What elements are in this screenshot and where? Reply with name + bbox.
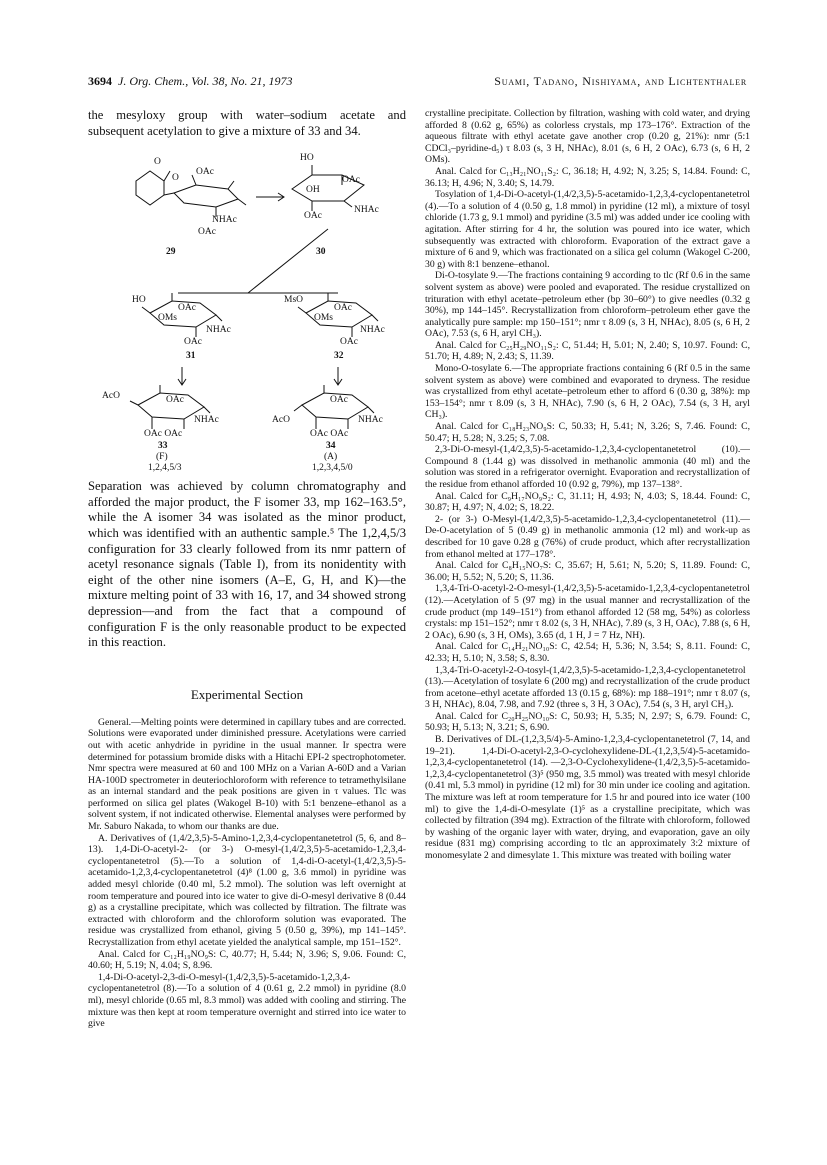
label-30: 30 xyxy=(316,247,326,258)
label-33: 33 xyxy=(158,441,168,452)
s32-NHAc: NHAc xyxy=(360,325,385,336)
s34-AcO: AcO xyxy=(272,415,290,426)
s33-OAcOAc: OAc OAc xyxy=(144,429,183,440)
s30-NHAc: NHAc xyxy=(354,205,379,216)
s30-OAc: OAc xyxy=(342,175,360,186)
s32-OMs: OMs xyxy=(314,313,334,324)
r-para-16: B. Derivatives of DL-(1,2,3,5/4)-5-Amino-1,2,3,4-cyclopentanetetrol (7, 14, and 19–21). 1,4-Di-O-acetyl-2,3-O-cyclohexylidene-DL-(1,2,3,5/4)-5-acetamido-1,2,3,4-cyclopentanetetrol (14). —2,3-O-Cyclohexylidene-(1,4/2,3,5)-5-acetamido-1,2,3,4-cyclopentanetetrol (3)⁵ (950 mg, 3.5 mmol) was treated with mesyl chloride (0.41 ml, 5.3 mmol) in pyridine (12 ml) for 30 min under ice cooling and agitation. The mixture was left at room temperature for 1.5 hr and poured into ice water (100 ml) to give the 1,4-di-O-mesylate (1)⁵ as a crystalline precipitate, which was collected by filtration (394 mg). Extraction of the filtrate with chloroform, followed by washing of the organic layer with water, drying, and evaporation, gave an oily residue (831 mg) comprising according to tlc an approximately 3:2 mixture of monomesylate 2 and dimesylate 1. This mixture was treated with boiling water xyxy=(425,734,750,861)
header-authors: Suami, Tadano, Nishiyama, and Lichtenthaler xyxy=(494,74,747,88)
label-34-A: (A) xyxy=(324,452,338,463)
config-33: 1,2,4,5/3 xyxy=(148,463,182,474)
r-para-12: 1,3,4-Tri-O-acetyl-2-O-mesyl-(1,4/2,3,5)-5-acetamido-1,2,3,4-cyclopentanetetrol (12).—Acetylation of 5 (97 mg) in the usual manner and recrystallization of the crude product (mp 149–151°) from ethanol afforded 12 (58 mg, 54%) as colorless crystals: mp 151–152°; nmr τ 8.02 (s, 3 H, NHAc), 7.89 (s, 3 H, OAc), 7.88 (s, 6 H, 2 OAc), 6.90 (s, 3 H, OMs), 3.65 (d, 1 H, J = 7 Hz, NH). xyxy=(425,583,750,641)
r-para-9: Anal. Calcd for C₉H₁₇NO₉S₂: C, 31.11; H, 4.93; N, 4.03; S, 18.44. Found: C, 30.87; H, 4.97; N, 4.02; S, 18.22. xyxy=(425,490,750,514)
label-31: 31 xyxy=(186,351,196,362)
s34-OAcOAc: OAc OAc xyxy=(310,429,349,440)
r-para-10: 2- (or 3-) O-Mesyl-(1,4/2,3,5)-5-acetamido-1,2,3,4-cyclopentanetetrol (11).—De-O-acetylation of 5 (0.49 g) in methanolic ammonia (12 ml) and work-up as described for 10 gave 0.28 g (76%) of crude product, which after recrystallization from ethanol melted at 177–178°. xyxy=(425,513,750,560)
compound-8-paragraph: 1,4-Di-O-acetyl-2,3-di-O-mesyl-(1,4/2,3,5)-5-acetamido-1,2,3,4-cyclopentanetetrol (8).—To a solution of 4 (0.61 g, 2.2 mmol) in pyridine (8.0 ml), mesyl chloride (0.65 ml, 8.3 mmol) was added with cooling and stirring. The mixture was then kept at room temperature overnight and stirred into ice water to give xyxy=(88,971,406,1030)
s29-OAc: OAc xyxy=(196,167,214,178)
scheme-drawing xyxy=(88,145,406,475)
s31-HO: HO xyxy=(132,295,146,306)
s29-OAc2: OAc xyxy=(198,227,216,238)
label-34: 34 xyxy=(326,441,336,452)
r-para-5: Anal. Calcd for C₂₅H₂₉NO₁₁S₂: C, 51.44; H, 5.01; N, 2.40; S, 10.97. Found: C, 51.70; H, 4.89; N, 2.43; S, 11.39. xyxy=(425,339,750,363)
right-column xyxy=(425,108,750,862)
s29-O: O xyxy=(154,157,161,168)
r-para-3: Tosylation of 1,4-Di-O-acetyl-(1,4/2,3,5)-5-acetamido-1,2,3,4-cyclopentanetetrol (4).—To a solution of 4 (0.50 g, 1.8 mmol) in pyridine (12 ml), a mixture of tosyl chloride (1.73 g, 9.1 mmol) and pyridine (3.5 ml) was added under ice cooling with agitation. After stirring for 4 hr, the solution was poured into ice water, which subsequently was extracted with chloroform. Evaporation of the extract gave a mixture of 6 and 9, which was fractionated on a silica gel column (Wakogel C-200, 30 g) with 8:1 benzene–ethanol. xyxy=(425,189,750,270)
s29-O2: O xyxy=(172,173,179,184)
r-para-11: Anal. Calcd for C₈H₁₅NO₇S: C, 35.67; H, 5.61; N, 5.20; S, 11.89. Found: C, 36.00; H, 5.52; N, 5.20; S, 11.36. xyxy=(425,560,750,583)
anal-5: Anal. Calcd for C₁₂H₁₉NO₉S: C, 40.77; H, 5.44; N, 3.96; S, 9.06. Found: C, 40.60; H, 5.19; N, 4.04; S, 8.96. xyxy=(88,948,406,972)
s31-OAc: OAc xyxy=(178,303,196,314)
s30-OAc2: OAc xyxy=(304,211,322,222)
s31-OMs: OMs xyxy=(158,313,178,324)
intro-text: the mesyloxy group with water–sodium acetate and subsequent acetylation to give a mixture of 33 and 34. xyxy=(88,108,406,138)
r-para-6: Mono-O-tosylate 6.—The appropriate fractions containing 6 (Rf 0.5 in the same solvent system as above) were combined and evaporated to dryness. The residue was crystallized from ethyl acetate–petroleum ether to afford 6 (0.30 g, 38%): mp 153–154°; nmr τ 8.09 (s, 3 H, NHAc), 7.90 (s, 6 H, 2 OAc), 7.54 (s, 3 H, aryl CH₃). xyxy=(425,363,750,421)
journal-citation: J. Org. Chem., Vol. 38, No. 21, 1973 xyxy=(118,74,293,88)
r-para-13: Anal. Calcd for C₁₄H₂₁NO₁₀S: C, 42.54; H, 5.36; N, 3.54; S, 8.11. Found: C, 42.33; H, 5.10; N, 3.58; S, 8.30. xyxy=(425,641,750,664)
s33-NHAc: NHAc xyxy=(194,415,219,426)
header-left xyxy=(88,74,293,89)
label-33-F: (F) xyxy=(156,452,168,463)
s33-OAc: OAc xyxy=(166,395,184,406)
page-header xyxy=(88,74,747,92)
arrow-31-33 xyxy=(178,367,186,385)
r-para-1: crystalline precipitate. Collection by filtration, washing with cold water, and drying afforded 8 (0.62 g, 65%) as colorless crystals, mp 173–176°. Extraction of the aqueous filtrate with ethyl acetate gave another crop (0.20 g, 21%): nmr (5:1 CDCl₃–pyridine-d₅) τ 8.03 (s, 3 H, NHAc), 8.01 (s, 6 H, 2 OAc), 6.73 (s, 6 H, 2 OMs). xyxy=(425,108,750,166)
branch-lines xyxy=(178,229,338,293)
label-32: 32 xyxy=(334,351,344,362)
s30-OH: OH xyxy=(306,185,320,196)
arrow-32-34 xyxy=(334,367,342,385)
r-para-7: Anal. Calcd for C₁₈H₂₃NO₉S: C, 50.33; H, 5.41; N, 3.26; S, 7.46. Found: C, 50.47; H, 5.28; N, 3.25; S, 7.08. xyxy=(425,421,750,444)
structure-29 xyxy=(136,171,246,217)
s32-OAc: OAc xyxy=(334,303,352,314)
s31-OAc2: OAc xyxy=(184,337,202,348)
config-34: 1,2,3,4,5/0 xyxy=(312,463,353,474)
r-para-15: Anal. Calcd for C₂₀H₂₅NO₁₀S: C, 50.93; H, 5.35; N, 2.97; S, 6.79. Found: C, 50.93; H, 5.13; N, 3.21; S, 6.90. xyxy=(425,710,750,734)
reaction-scheme xyxy=(88,145,406,475)
part-a-paragraph: A. Derivatives of (1,4/2,3,5)-5-Amino-1,2,3,4-cyclopentanetetrol (5, 6, and 8–13). 1,4-Di-O-acetyl-2- (or 3-) O-mesyl-(1,4/2,3,5)-5-acetamido-1,2,3,4-cyclopentanetetrol (5).—To a solution of 1,4-di-O-acetyl-(1,4/2,3,5)-5-acetamido-1,2,3,4-cyclopentanetetrol (4)⁸ (1.00 g, 3.6 mmol) in pyridine was added mesyl chloride (0.40 ml, 5.2 mmol). The solution was left overnight at room temperature and poured into ice water to give di-O-mesyl derivative 8 (0.44 g) as a crystalline precipitate, which was collected by filtration. The filtrate was extracted with chloroform and the chloroform solution was evaporated. The residue was crystallized from ethanol, giving 5 (0.50 g, 39%), mp 141–145°. Recrystallization from ethyl acetate yielded the analytical sample, mp 151–152°. xyxy=(88,832,406,948)
page-number: 3694 xyxy=(88,74,112,88)
s33-AcO: AcO xyxy=(102,391,120,402)
s32-MsO: MsO xyxy=(284,295,304,306)
r-para-8: 2,3-Di-O-mesyl-(1,4/2,3,5)-5-acetamido-1,2,3,4-cyclopentanetetrol (10).—Compound 8 (1.44 g) was dissolved in methanolic ammonia (40 ml) and the solution was stored in a refrigerator overnight. Evaporation and recrystallization of the residue from ethanol afforded 10 (0.92 g, 79%), mp 137–138°. xyxy=(425,444,750,490)
s30-HO: HO xyxy=(300,153,314,164)
r-para-4: Di-O-tosylate 9.—The fractions containing 9 according to tlc (Rf 0.6 in the same solvent system as above) were pooled and evaporated. The residue crystallized on trituration with ethyl acetate–petroleum ether (bp 30–60°) to give needles (0.32 g 30%), mp 144–145°. Recrystallization from chloroform–petroleum ether gave the analytically pure sample: mp 150–151°; nmr τ 8.09 (s, 3 H, NHAc), 8.05 (s, 6 H, 2 OAc), 7.53 (s, 6 H, aryl CH₃). xyxy=(425,270,750,340)
s31-NHAc: NHAc xyxy=(206,325,231,336)
r-para-2: Anal. Calcd for C₁₃H₂₁NO₁₁S₂: C, 36.18; H, 4.92; N, 3.25; S, 14.84. Found: C, 36.13; H, 4.96; N, 3.40; S, 14.79. xyxy=(425,165,750,189)
section-title: Experimental Section xyxy=(190,686,304,702)
label-29: 29 xyxy=(166,247,176,258)
arrow-29-30 xyxy=(256,193,284,201)
s34-OAc: OAc xyxy=(330,395,348,406)
discussion-paragraph: Separation was achieved by column chromatography and afforded the major product, the F isomer 33, mp 162–163.5°, while the A isomer 34 was isolated as the minor product, which was identified with an authentic sample.⁵ The 1,2,4,5/3 configuration for 33 clearly followed from its nmr pattern of acetyl resonance signals (Table I), from its nonidentity with eight of the other nine isomers (A–E, G, H, and K)—the mixture melting point of 33 with 16, 17, and 34 showed strong depression—and from the fact that a compound of configuration F is the only reasonable product to be expected in this reaction. xyxy=(88,479,406,650)
s29-NHAc: NHAc xyxy=(212,215,237,226)
s34-NHAc: NHAc xyxy=(358,415,383,426)
r-para-14: 1,3,4-Tri-O-acetyl-2-O-tosyl-(1,4/2,3,5)-5-acetamido-1,2,3,4-cyclopentanetetrol (13).—Acetylation of tosylate 6 (200 mg) and recrystallization of the crude product from acetone–ethyl acetate afforded 13 (0.15 g, 68%): mp 188–191°; nmr τ 8.07 (s, 3 H, NHAc), 8.04, 7.98, and 7.92 (three s, 3 H, 3 OAc), 7.54 (s, 3 H, aryl CH₃). xyxy=(425,664,750,711)
s32-OAc2: OAc xyxy=(340,337,358,348)
general-paragraph: General.—Melting points were determined in capillary tubes and are corrected. Solutions were evaporated under diminished pressure. Acetylations were carried out with acetic anhydride in pyridine in the usual manner. Ir spectra were determined for potassium bromide disks with a Hitachi EPI-2 spectrophotometer. Nmr spectra were measured at 60 and 100 MHz on a Varian A-60D and a Varian HA-100D spectrometer in deuteriochloroform with reference to tetramethylsilane as an internal standard and the peak positions are given in τ values. Tlc was performed on silica gel plates (Wakogel B-10) with 5:1 benzene–ethanol as a solvent system, if not indicated otherwise. Elemental analyses were performed by Mr. Saburo Nakada, to whom our thanks are due. xyxy=(88,716,406,833)
left-column xyxy=(88,108,406,1030)
